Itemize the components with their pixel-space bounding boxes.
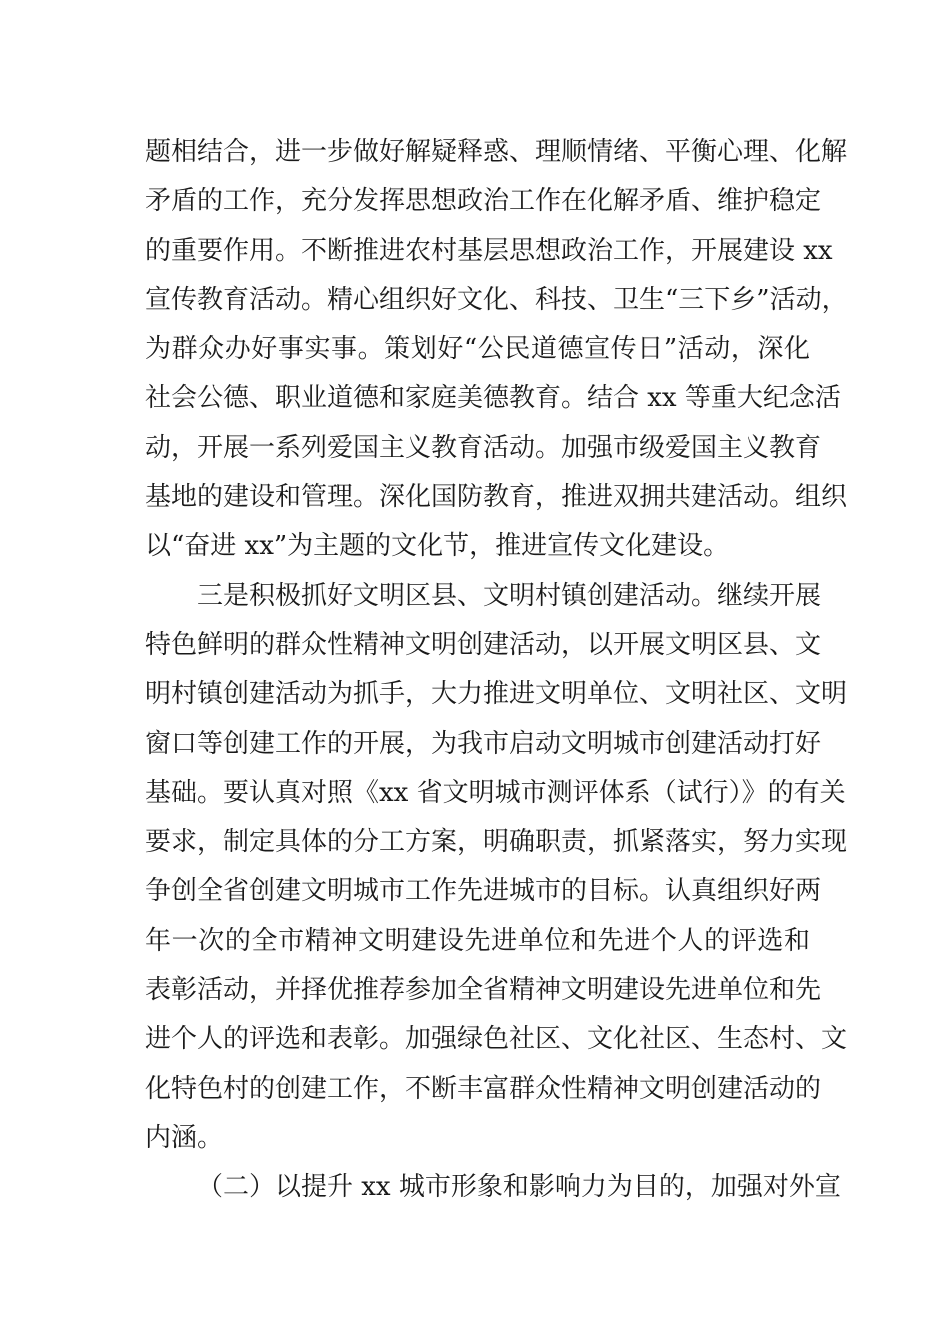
- text-line: 内涵。: [145, 1122, 224, 1153]
- text-line: 年一次的全市精神文明建设先进单位和先进个人的评选和: [145, 925, 810, 956]
- text-line: 化特色村的创建工作，不断丰富群众性精神文明创建活动的: [145, 1073, 822, 1104]
- text-line: 宣传教育活动。精心组织好文化、科技、卫生“三下乡”活动，: [145, 284, 848, 315]
- text-line: 题相结合，进一步做好解疑释惑、理顺情绪、平衡心理、化解: [145, 137, 848, 167]
- text-line: 特色鲜明的群众性精神文明创建活动，以开展文明区县、文: [145, 629, 822, 660]
- text-line: 基地的建设和管理。深化国防教育，推进双拥共建活动。组织: [145, 482, 848, 513]
- text-line: 以“奋进 xx”为主题的文化节，推进宣传文化建设。: [145, 531, 730, 562]
- paragraph-continuation: [145, 128, 848, 572]
- text-line: 明村镇创建活动为抓手，大力推进文明单位、文明社区、文明: [145, 679, 848, 710]
- text-line: 窗口等创建工作的开展，为我市启动文明城市创建活动打好: [145, 728, 822, 759]
- text-line: （二）以提升 xx 城市形象和影响力为目的，加强对外宣: [197, 1172, 841, 1203]
- text-line: 为群众办好事实事。策划好“公民道德宣传日”活动，深化: [145, 334, 810, 365]
- text-line: 社会公德、职业道德和家庭美德教育。结合 xx 等重大纪念活: [145, 383, 841, 414]
- text-line: 动，开展一系列爱国主义教育活动。加强市级爱国主义教育: [145, 432, 822, 463]
- text-line: 争创全省创建文明城市工作先进城市的目标。认真组织好两: [145, 876, 822, 907]
- text-line: 三是积极抓好文明区县、文明村镇创建活动。继续开展: [197, 580, 822, 611]
- paragraph-civilization: [145, 572, 848, 1164]
- paragraph-section-two: [145, 1163, 841, 1212]
- text-line: 要求，制定具体的分工方案，明确职责，抓紧落实，努力实现: [145, 827, 848, 858]
- text-line: 表彰活动，并择优推荐参加全省精神文明建设先进单位和先: [145, 975, 822, 1006]
- text-line: 矛盾的工作，充分发挥思想政治工作在化解矛盾、维护稳定: [145, 186, 822, 217]
- text-line: 进个人的评选和表彰。加强绿色社区、文化社区、生态村、文: [145, 1024, 848, 1055]
- text-line: 的重要作用。不断推进农村基层思想政治工作，开展建设 xx: [145, 235, 833, 266]
- document-body: [145, 128, 848, 1213]
- text-line: 基础。要认真对照《xx 省文明城市测评体系（试行）》的有关: [145, 777, 846, 808]
